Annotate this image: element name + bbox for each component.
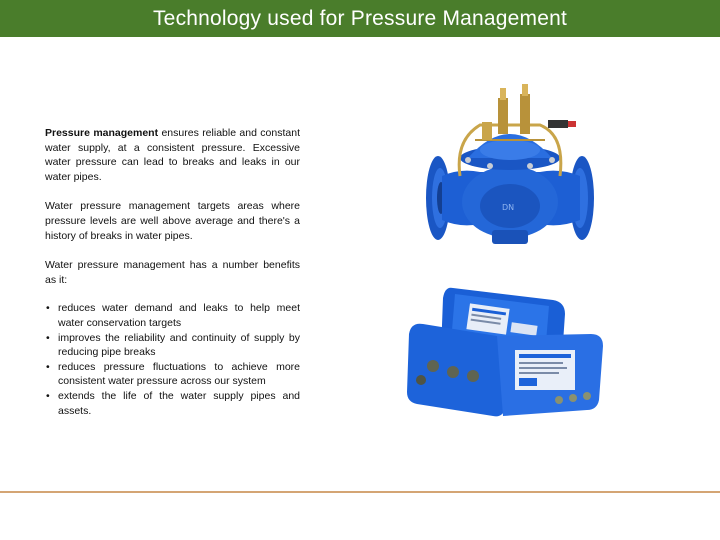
list-item-text: extends the life of the water supply pipes and assets. bbox=[58, 389, 300, 417]
pressure-valve-image bbox=[420, 80, 600, 255]
list-item-text: reduces water demand and leaks to help meet water conservation targets bbox=[58, 302, 300, 329]
paragraph-benefits: Water pressure management has a number benefits as it: bbox=[45, 259, 300, 286]
list-item-text: reduces pressure fluctuations to achieve more consistent water pressure across our system bbox=[58, 360, 300, 388]
list-item bbox=[45, 331, 300, 360]
bullet-icon: • bbox=[46, 389, 50, 402]
pressure-logger-image bbox=[393, 280, 615, 420]
body-text bbox=[45, 126, 300, 418]
intro-bold-term: Pressure management bbox=[45, 127, 159, 139]
intro-rest: ensures reliable and constant water supply, at a consistent pressure. Excessive water pressure can lead to breaks and leaks in our water pipes. bbox=[45, 127, 300, 183]
page-title: Technology used for Pressure Management bbox=[152, 6, 568, 30]
list-item bbox=[45, 389, 300, 418]
footer-divider bbox=[0, 491, 720, 493]
list-item-text: improves the reliability and continuity of supply by reducing pipe breaks bbox=[58, 331, 300, 359]
bullet-icon: • bbox=[46, 331, 50, 344]
svg-text:DN: DN bbox=[502, 203, 515, 212]
list-item bbox=[45, 301, 300, 330]
bullet-icon: • bbox=[46, 360, 50, 373]
paragraph-targets: Water pressure management targets areas where pressure levels are well above average and there's a history of breaks in water pipes. bbox=[45, 200, 300, 242]
title-bar bbox=[0, 0, 720, 37]
benefits-list bbox=[45, 301, 300, 418]
intro-paragraph bbox=[45, 126, 300, 184]
bullet-icon: • bbox=[46, 302, 50, 315]
list-item bbox=[45, 360, 300, 389]
